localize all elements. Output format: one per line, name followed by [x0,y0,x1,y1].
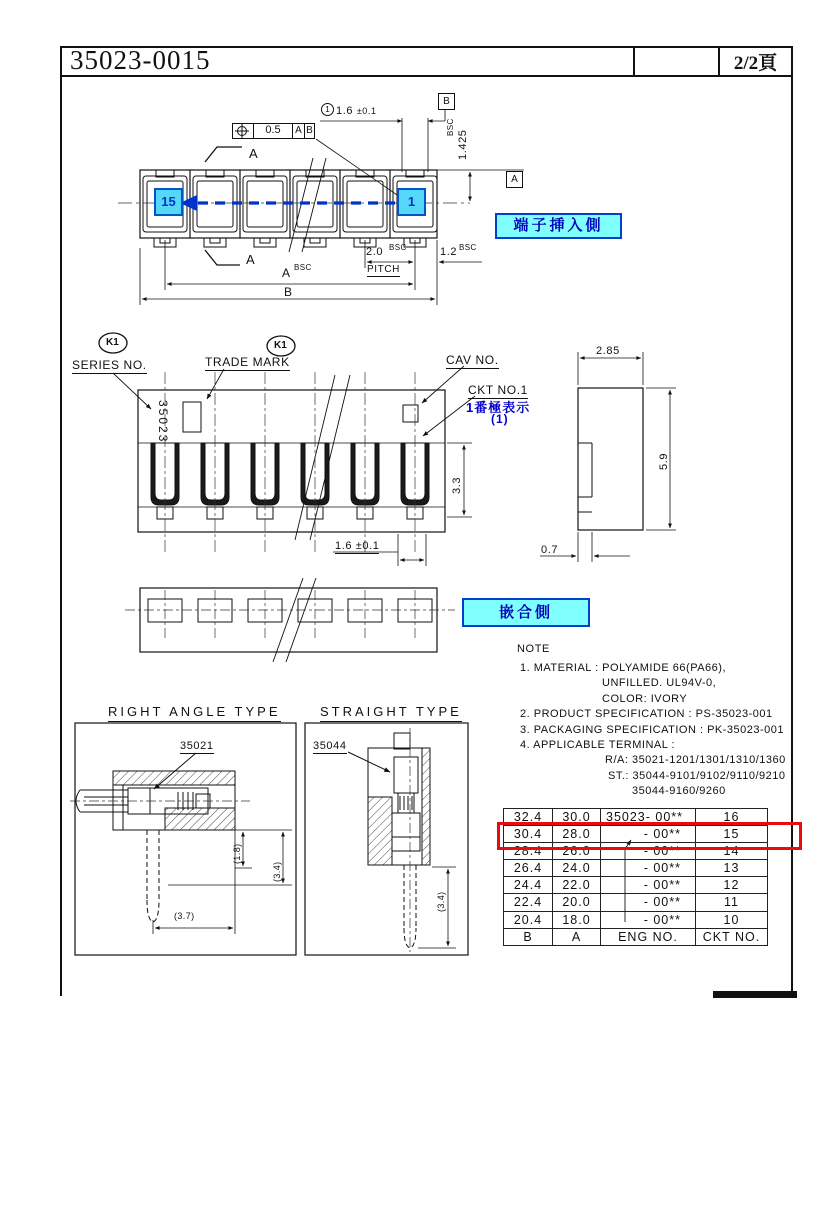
table-cell: - 00** [601,826,696,843]
table-cell: 20.0 [553,894,601,911]
table-cell: 24.0 [553,860,601,877]
note-line: 3. PACKAGING SPECIFICATION : PK-35023-001 [520,723,785,736]
a-dim-bsc: BSC [294,263,312,272]
section-a-top: A [249,146,259,161]
height-dim-value: 1.425 [457,129,469,160]
pole-marking-note: 1番極表示 [466,400,531,415]
datum-b-flag: B [438,93,455,110]
slot-dim-tol: ±0.1 [356,106,377,116]
page-number: 2/2頁 [733,53,778,74]
table-cell: A [553,929,601,946]
table-cell: - 00** [601,860,696,877]
position-1-box: 1 [397,188,426,216]
end-dim-bsc: BSC [459,243,477,252]
note-line: 4. APPLICABLE TERMINAL : [520,739,676,752]
pole-marking-sub: (1) [491,412,509,426]
ra-dim-34: (3.4) [272,861,282,882]
note-line: ST.: 35044-9101/9102/9110/9210 [608,769,786,782]
side-foot-dim: 0.7 [541,544,559,556]
bottom-view [125,578,455,662]
table-cell: - 00** [601,912,696,929]
side-height-dim: 5.9 [658,452,670,470]
table-cell: 12 [696,877,768,894]
series-no-label: SERIES NO. [72,358,147,372]
straight-title: STRAIGHT TYPE [320,704,462,722]
table-cell: 14 [696,843,768,860]
table-cell: 18.0 [553,912,601,929]
table-cell: - 00** [601,843,696,860]
note-line: UNFILLED. UL94V-0, [602,677,717,690]
note-line: 35044-9160/9260 [632,785,726,798]
table-cell: ENG NO. [601,929,696,946]
table-cell: 13 [696,860,768,877]
note-ref-circle: 1 [321,103,334,116]
terminal-insertion-side-label: 端子挿入側 [495,213,622,239]
table-cell: 22.4 [504,894,553,911]
table-cell: CKT NO. [696,929,768,946]
table-cell: - 00** [601,894,696,911]
slot-dim-value: 1.6 [336,105,354,117]
table-cell: 20.4 [504,912,553,929]
side-width-dim: 2.85 [596,345,620,357]
table-cell: 10 [696,912,768,929]
pitch-dim-bsc: BSC [389,243,407,252]
right-angle-title: RIGHT ANGLE TYPE [108,704,281,722]
k1-right: K1 [274,340,287,351]
depth-dim: 3.3 [451,476,463,494]
straight-view [305,723,468,955]
mid-view-body [138,375,445,540]
section-a-bottom: A [246,252,256,267]
fcf-datum-2: B [306,125,313,136]
table-cell: 30.0 [553,809,601,826]
series-number-marking: 35023 [156,400,170,444]
slot-dimension [321,103,377,117]
table-cell: 16 [696,809,768,826]
position-15-box: 15 [154,188,183,216]
end-dim-value: 1.2 [440,246,458,258]
note-line: R/A: 35021-1201/1301/1310/1360 [605,754,786,767]
note-line: 2. PRODUCT SPECIFICATION : PS-35023-001 [520,708,773,721]
table-cell: 28.0 [553,826,601,843]
b-dim-value: B [284,285,293,299]
side-view [540,352,676,562]
table-cell: 24.4 [504,877,553,894]
table-cell: 32.4 [504,809,553,826]
fcf-tolerance: 0.5 [254,124,293,138]
note-line: COLOR: IVORY [602,692,688,705]
ra-dim-18: (1.8) [232,843,242,864]
straight-part-no: 35044 [313,740,347,752]
table-cell: 35023- 00** [601,809,696,826]
st-dim-34: (3.4) [436,891,446,912]
table-cell: 22.0 [553,877,601,894]
table-cell: 11 [696,894,768,911]
table-cell: 28.4 [504,843,553,860]
note-heading: NOTE [517,643,550,655]
note-block [520,661,786,800]
table-cell: 26.0 [553,843,601,860]
table-cell: 26.4 [504,860,553,877]
note-line: 1. MATERIAL : POLYAMIDE 66(PA66), [520,662,727,674]
table-cell: - 00** [601,877,696,894]
ra-dim-37: (3.7) [174,911,195,921]
drawing-number: 35023-0015 [70,45,211,75]
datum-a-flag: A [506,171,523,188]
highlighted-row-box [497,822,802,850]
right-angle-part-no: 35021 [180,740,214,752]
table-cell: 15 [696,826,768,843]
mating-side-label: 嵌合側 [462,598,590,627]
trade-mark-label: TRADE MARK [205,355,290,369]
a-dim-value: A [282,266,291,280]
ckt-no-label: CKT NO.1 [468,383,528,397]
mid-slot-dim: 1.6 ±0.1 [335,540,380,552]
table-cell: B [504,929,553,946]
pitch-label: PITCH [367,264,400,275]
k1-left: K1 [106,337,119,348]
cav-no-label: CAV NO. [446,353,499,367]
table-cell: 30.4 [504,826,553,843]
height-dim-bsc: BSC [446,118,455,136]
fcf-datum-1: A [293,124,305,138]
feature-control-frame [232,123,315,139]
fcf-symbol-cell [233,124,254,138]
pitch-dim-value: 2.0 [366,246,384,258]
